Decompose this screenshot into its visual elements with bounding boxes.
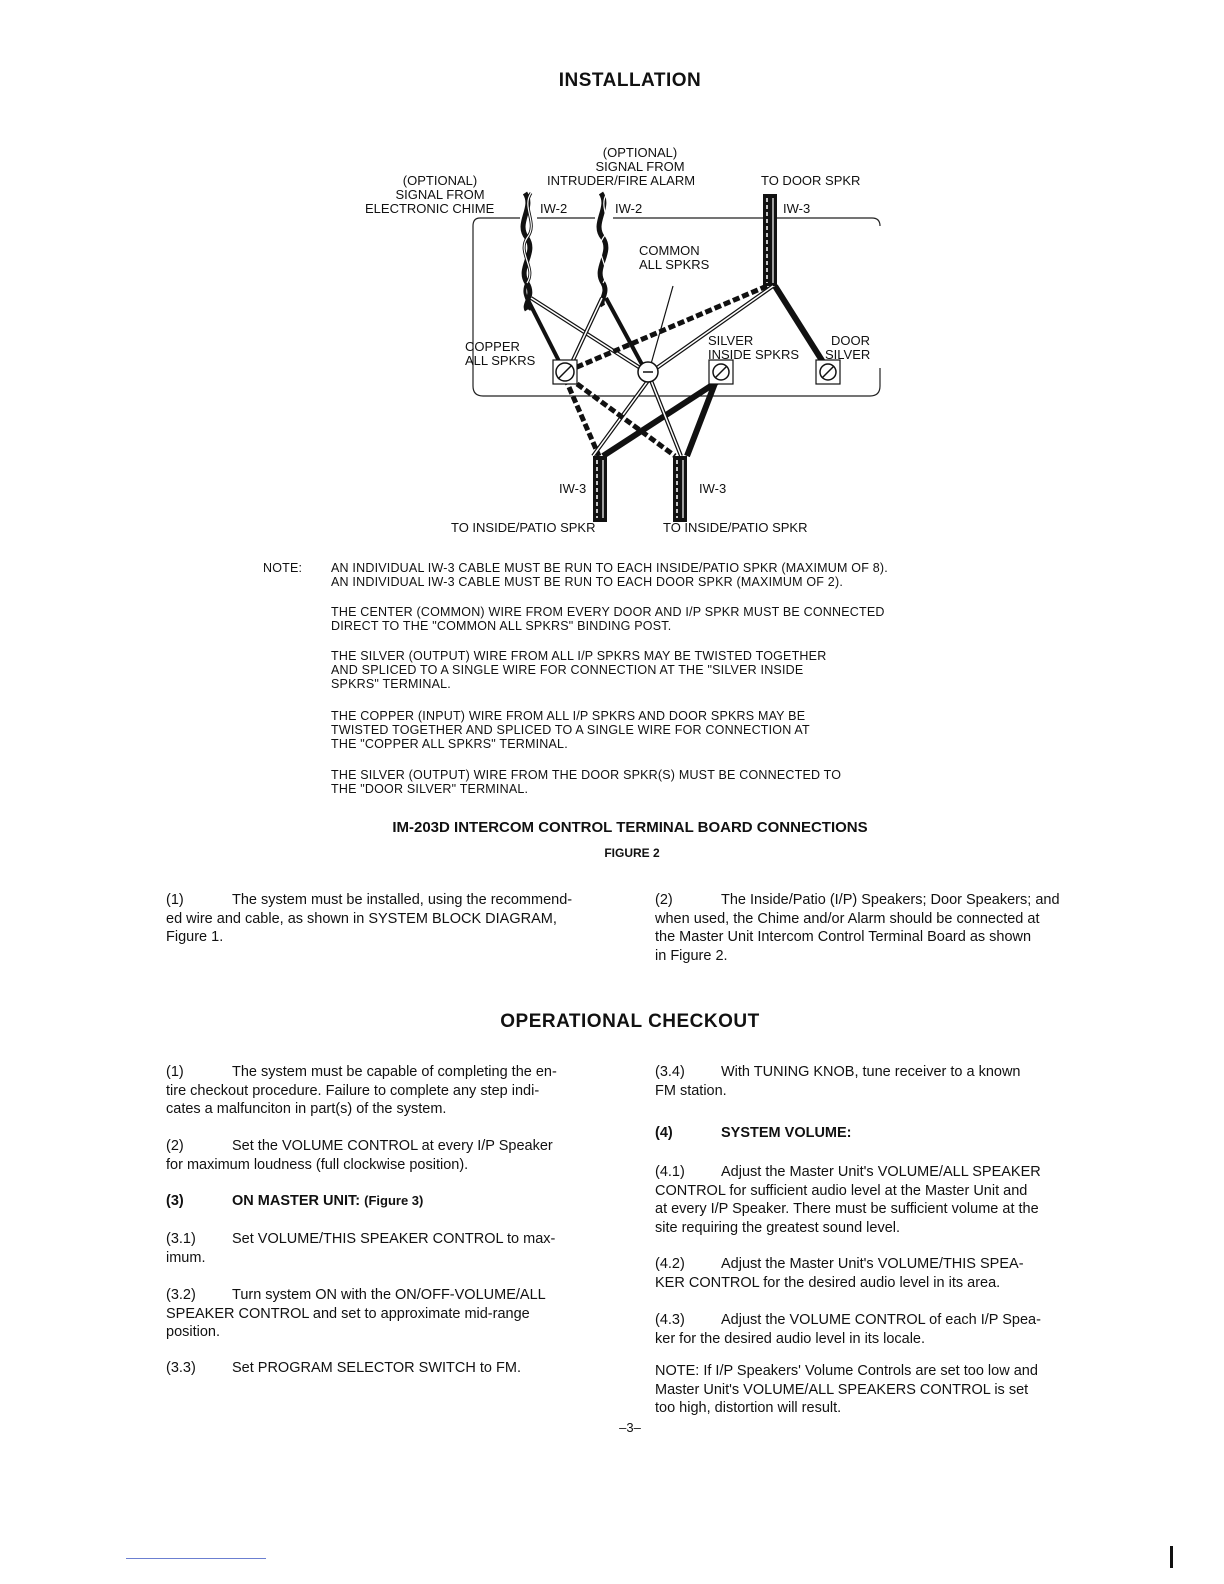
step-3-figure-ref: (Figure 3) — [364, 1193, 424, 1208]
iw3-patio-cable-left — [593, 456, 607, 522]
install-paragraph-1 — [166, 891, 612, 947]
step-1-number: (1) — [166, 1064, 184, 1080]
install-p2-line-2: when used, the Chime and/or Alarm should be connected at — [655, 910, 1040, 927]
label-chime-optional: (OPTIONAL) — [402, 173, 478, 188]
install-paragraph-2 — [655, 891, 1101, 965]
iw3-patio-cable-right — [673, 456, 687, 522]
install-p1-number: (1) — [166, 892, 184, 908]
label-to-door-spkr: TO DOOR SPKR — [761, 173, 861, 188]
figure-caption: IM-203D INTERCOM CONTROL TERMINAL BOARD CONNECTIONS — [392, 819, 868, 836]
checkout-step-3-2 — [166, 1286, 612, 1342]
label-alarm-signal: SIGNAL FROM — [595, 159, 685, 174]
step-3-1-line-2: imum. — [166, 1249, 206, 1266]
iw3-door-cable — [763, 194, 777, 286]
step-1-line-3: cates a malfunciton in part(s) of the system. — [166, 1101, 447, 1117]
copper-terminal — [553, 360, 577, 384]
step-4-1-line-2: CONTROL for sufficient audio level at the Master Unit and — [655, 1182, 1028, 1199]
label-common-2: ALL SPKRS — [639, 257, 710, 272]
door-silver-terminal — [816, 360, 840, 384]
terminal-board-diagram — [355, 138, 895, 538]
install-p1-line-2: ed wire and cable, as shown in SYSTEM BLOCK DIAGRAM, — [166, 910, 557, 927]
label-iw3-left: IW-3 — [559, 481, 587, 496]
label-door-1: DOOR — [831, 333, 870, 348]
step-4-heading: SYSTEM VOLUME: — [721, 1125, 852, 1141]
step-2-line-2: for maximum loudness (full clockwise position). — [166, 1156, 469, 1173]
label-to-patio-left: TO INSIDE/PATIO SPKR — [451, 520, 596, 535]
note-2-line-1: THE CENTER (COMMON) WIRE FROM EVERY DOOR AND I/P SPKR MUST BE CONNECTED — [331, 605, 885, 619]
step-3-2-line-3: position. — [166, 1324, 221, 1340]
note-3-line-1: THE SILVER (OUTPUT) WIRE FROM ALL I/P SPKRS MAY BE TWISTED TOGETHER — [331, 649, 827, 663]
checkout-step-3-4 — [655, 1063, 1101, 1100]
step-3-2-line-1: Turn system ON with the ON/OFF-VOLUME/ALL — [232, 1287, 546, 1303]
checkout-step-3-3 — [166, 1359, 612, 1378]
step-3-1-number: (3.1) — [166, 1231, 196, 1247]
label-alarm-optional: (OPTIONAL) — [602, 145, 678, 160]
label-iw3-right: IW-3 — [699, 481, 727, 496]
figure-label: FIGURE 2 — [604, 846, 660, 860]
checkout-note — [655, 1362, 1101, 1418]
label-copper-1: COPPER — [465, 339, 520, 354]
label-copper-2: ALL SPKRS — [465, 353, 536, 368]
note-5-line-2: THE "DOOR SILVER" TERMINAL. — [331, 782, 529, 796]
common-binding-post — [638, 362, 658, 382]
label-door-2: SILVER — [825, 347, 871, 362]
step-3-3-number: (3.3) — [166, 1360, 196, 1376]
step-4-3-number: (4.3) — [655, 1312, 685, 1328]
install-p1-line-3: Figure 1. — [166, 929, 224, 945]
install-p2-line-1: The Inside/Patio (I/P) Speakers; Door Speakers; and — [721, 892, 1060, 908]
silver-inside-terminal — [709, 360, 733, 384]
checkout-step-2 — [166, 1137, 612, 1174]
step-3-heading: ON MASTER UNIT: — [232, 1193, 361, 1209]
note-1-line-1: AN INDIVIDUAL IW-3 CABLE MUST BE RUN TO EACH INSIDE/PATIO SPKR (MAXIMUM OF 8). — [331, 561, 888, 575]
note-3-line-3: SPKRS" TERMINAL. — [331, 677, 451, 691]
label-chime-source: ELECTRONIC CHIME — [365, 201, 495, 216]
step-3-1-line-1: Set VOLUME/THIS SPEAKER CONTROL to max- — [232, 1231, 556, 1247]
note-2-line-2: DIRECT TO THE "COMMON ALL SPKRS" BINDING POST. — [331, 619, 672, 633]
label-iw3-door: IW-3 — [783, 201, 811, 216]
checkout-step-3-1 — [166, 1230, 612, 1267]
step-3-4-line-2: FM station. — [655, 1082, 727, 1099]
step-4-1-line-1: Adjust the Master Unit's VOLUME/ALL SPEAKER — [721, 1164, 1041, 1180]
step-4-number: (4) — [655, 1125, 673, 1141]
checkout-note-line-1: NOTE: If I/P Speakers' Volume Controls are set too low and — [655, 1363, 1038, 1379]
install-p2-line-4: in Figure 2. — [655, 947, 728, 964]
checkout-note-line-3: too high, distortion will result. — [655, 1400, 842, 1416]
step-4-3-line-2: ker for the desired audio level in its locale. — [655, 1330, 926, 1347]
scan-artifact-line — [126, 1558, 266, 1559]
label-iw2-chime: IW-2 — [540, 201, 568, 216]
label-silver-1: SILVER — [708, 333, 754, 348]
note-label: NOTE: — [263, 561, 303, 575]
label-iw2-alarm: IW-2 — [615, 201, 643, 216]
note-1 — [331, 561, 1001, 589]
step-3-2-line-2: SPEAKER CONTROL and set to approximate mid-range — [166, 1305, 530, 1322]
scan-artifact-mark — [1170, 1546, 1173, 1568]
step-3-4-number: (3.4) — [655, 1064, 685, 1080]
checkout-step-4-2 — [655, 1255, 1101, 1292]
note-4-line-1: THE COPPER (INPUT) WIRE FROM ALL I/P SPKRS AND DOOR SPKRS MAY BE — [331, 709, 806, 723]
step-3-2-number: (3.2) — [166, 1287, 196, 1303]
label-silver-2: INSIDE SPKRS — [708, 347, 800, 362]
step-1-line-2: tire checkout procedure. Failure to complete any step indi- — [166, 1082, 540, 1099]
step-4-1-line-3: at every I/P Speaker. There must be sufficient volume at the — [655, 1201, 1039, 1217]
note-4-line-3: THE "COPPER ALL SPKRS" TERMINAL. — [331, 737, 568, 751]
note-4-line-2: TWISTED TOGETHER AND SPLICED TO A SINGLE WIRE FOR CONNECTION AT — [331, 723, 810, 737]
note-3-line-2: AND SPLICED TO A SINGLE WIRE FOR CONNECTION AT THE "SILVER INSIDE — [331, 663, 804, 677]
install-p2-line-3: the Master Unit Intercom Control Terminal Board as shown — [655, 929, 1032, 945]
note-4 — [331, 709, 1001, 751]
checkout-step-3 — [166, 1192, 612, 1211]
step-3-number: (3) — [166, 1193, 184, 1209]
board-outline-top — [777, 218, 880, 226]
note-5-line-1: THE SILVER (OUTPUT) WIRE FROM THE DOOR SPKR(S) MUST BE CONNECTED TO — [331, 768, 842, 782]
step-3-4-line-1: With TUNING KNOB, tune receiver to a known — [721, 1064, 1021, 1080]
checkout-note-line-2: Master Unit's VOLUME/ALL SPEAKERS CONTROL is set — [655, 1381, 1029, 1398]
iw2-chime-cable — [523, 193, 531, 310]
note-3 — [331, 649, 1001, 691]
note-2 — [331, 605, 1001, 633]
step-2-number: (2) — [166, 1138, 184, 1154]
step-3-3-line-1: Set PROGRAM SELECTOR SWITCH to FM. — [232, 1360, 521, 1376]
iw2-alarm-cable — [599, 193, 607, 306]
label-common-1: COMMON — [639, 243, 700, 258]
step-1-line-1: The system must be capable of completing the en- — [232, 1064, 557, 1080]
page-title: INSTALLATION — [558, 70, 702, 91]
step-4-3-line-1: Adjust the VOLUME CONTROL of each I/P Spea- — [721, 1312, 1041, 1328]
step-2-line-1: Set the VOLUME CONTROL at every I/P Speaker — [232, 1138, 553, 1154]
note-1-line-2: AN INDIVIDUAL IW-3 CABLE MUST BE RUN TO EACH DOOR SPKR (MAXIMUM OF 2). — [331, 575, 843, 589]
label-chime-signal: SIGNAL FROM — [395, 187, 485, 202]
label-alarm-source: INTRUDER/FIRE ALARM — [547, 173, 696, 188]
checkout-step-4-1 — [655, 1163, 1101, 1237]
step-4-2-number: (4.2) — [655, 1256, 685, 1272]
step-4-2-line-1: Adjust the Master Unit's VOLUME/THIS SPEA- — [721, 1256, 1024, 1272]
step-4-1-number: (4.1) — [655, 1164, 685, 1180]
install-p1-line-1: The system must be installed, using the recommend- — [232, 892, 573, 908]
checkout-step-4-3 — [655, 1311, 1101, 1348]
note-5 — [331, 768, 1001, 796]
checkout-title: OPERATIONAL CHECKOUT — [500, 1011, 760, 1032]
label-to-patio-right: TO INSIDE/PATIO SPKR — [663, 520, 808, 535]
step-4-1-line-4: site requiring the greatest sound level. — [655, 1219, 901, 1236]
step-4-2-line-2: KER CONTROL for the desired audio level in its area. — [655, 1274, 1001, 1291]
install-p2-number: (2) — [655, 892, 673, 908]
checkout-step-4 — [655, 1124, 1101, 1143]
page-number: –3– — [619, 1420, 641, 1435]
checkout-step-1 — [166, 1063, 612, 1119]
